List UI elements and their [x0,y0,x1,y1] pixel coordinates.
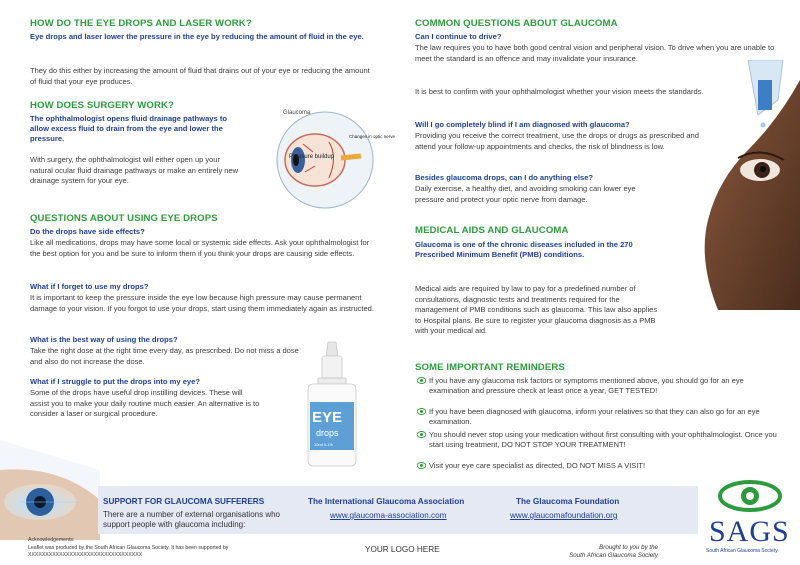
answer-drive-standards: It is best to confirm with your ophthalmologist whether your vision meets the standards. [415,87,704,96]
person-applying-drops-photo [688,60,800,310]
glaucoma-eye-diagram [243,102,403,212]
question-best-way: What is the best way of using the drops? [30,335,178,344]
bottle-volume: 10ml 0.1% [314,442,333,447]
sags-logo-text: SAGS [709,515,790,548]
diagram-title: Glaucoma [283,110,311,116]
eye-bullet-icon [417,377,426,384]
medical-aids-summary: Glaucoma is one of the chronic diseases included in the 270 Prescribed Minimum Benefit (PMB) conditions. [415,240,633,259]
question-side-effects: Do the drops have side effects? [30,227,145,236]
acknowledgements-heading: Acknowledgements: [28,537,75,543]
reminder-text: Visit your eye care specialist as directed, DO NOT MISS A VISIT! [429,461,646,470]
question-besides-drops: Besides glaucoma drops, can I do anything else? [415,173,594,182]
iga-link[interactable]: www.glaucoma-association.com [330,511,447,520]
bottle-sub: drops [316,428,339,438]
eye-drops-bottle [292,340,372,475]
answer-blind: Providing you receive the correct treatment, use the drops or drugs as prescribed and attend your follow-up appointments and checks, the risk of blindness is low. [415,131,699,151]
heading-surgery: HOW DOES SURGERY WORK? [30,100,174,111]
medical-aids-detail: Medical aids are required by law to pay for a predefined number of consultations, diagnostic tests and treatments required for the management of PMB conditions such as glaucoma. This law also applies to Hospital plans. Be sure to register your glaucoma diagnosis as a PMB with your medical aid. [415,284,658,335]
logo-placeholder: YOUR LOGO HERE [365,545,440,554]
eye-bullet-icon [417,431,426,438]
answer-besides-drops: Daily exercise, a healthy diet, and avoiding smoking can lower eye pressure and protect your optic nerve from damage. [415,184,636,204]
question-struggle: What if I struggle to put the drops into my eye? [30,377,201,386]
heading-eye-drops-questions: QUESTIONS ABOUT USING EYE DROPS [30,213,218,224]
support-heading: SUPPORT FOR GLAUCOMA SUFFERERS [103,497,265,506]
reminder-text: If you have any glaucoma risk factors or symptoms mentioned above, you should go for an eye examination and pressure check at least once a year, GET TESTED! [429,376,744,395]
question-drive: Can I continue to drive? [415,32,502,41]
answer-drive: The law requires you to have both good central vision and peripheral vision. To drive when you are unable to meet the standard is an offence and may invalidate your insurance. [415,43,775,63]
surgery-detail: With surgery, the ophthalmologist will either open up your natural ocular fluid drainage pathways or make an entirely new drainage system for your eye. [30,155,239,185]
eye-drops-laser-summary: Eye drops and laser lower the pressure in the eye by reducing the amount of fluid in the eye. [30,32,364,41]
heading-medical-aids: MEDICAL AIDS AND GLAUCOMA [415,225,569,236]
eye-bullet-icon [417,408,426,415]
answer-best-way: Take the right dose at the right time every day, as prescribed. Do not miss a dose and also do not increase the dose. [30,346,299,366]
eye-drops-laser-detail: They do this either by increasing the amount of fluid that drains out of your eye or reducing the amount of fluid that your eye produces. [30,66,370,86]
eye-bullet-icon [417,462,426,469]
answer-forget-drops: It is important to keep the pressure inside the eye low because high pressure may cause permanent damage to your vision. If you forgot to use your drops, start using them immediately again as instructed. [30,293,374,313]
gf-heading: The Glaucoma Foundation [516,497,620,506]
surgery-summary: The ophthalmologist opens fluid drainage pathways to allow excess fluid to drain from the eye and lower the pressure. [30,114,228,143]
heading-reminders: SOME IMPORTANT REMINDERS [415,362,565,373]
iga-heading: The International Glaucoma Association [308,497,465,506]
reminder-text: If you have been diagnosed with glaucoma, inform your relatives so that they can also go for an eye examination. [429,407,760,426]
eye-laser-photo [0,440,100,540]
diagram-pressure-label: Pressure buildup [289,154,335,160]
question-blind: Will I go completely blind if I am diagnosed with glaucoma? [415,120,630,129]
reminder-text: You should never stop using your medication without first consulting with your ophthalmologist. Once you start using treatment, DO NOT STOP YOUR TREATMENT! [429,430,777,449]
sags-logo-subtitle: South African Glaucoma Society [706,548,778,554]
heading-eye-drops-laser: HOW DO THE EYE DROPS AND LASER WORK? [30,18,252,29]
acknowledgements-text: Leaflet was produced by the South African Glaucoma Society. It has been supported by XXXXXXXXXXXXXXXXXXXXXXXXXXXXXXXXX [28,545,229,558]
diagram-nerve-label: Changes in optic nerve [349,134,396,139]
brought-line-2: South African Glaucoma Society [569,552,658,559]
brought-to-you [548,544,658,560]
answer-struggle: Some of the drops have useful drop instilling devices. These will assist you to make your daily routine much easier. An alternative is to consider a laser or surgical procedure. [30,388,260,418]
answer-side-effects: Like all medications, drops may have some local or systemic side effects. Ask your ophthalmologist for the best option for you and be sure to inform them if you think your drops are causing side effects. [30,238,370,258]
support-text: There are a number of external organisations who support people with glaucoma including: [103,510,280,529]
brought-line-1: Brought to you by the [599,544,658,551]
question-forget-drops: What if I forget to use my drops? [30,282,149,291]
heading-common-questions: COMMON QUESTIONS ABOUT GLAUCOMA [415,18,618,29]
bottle-brand: EYE [312,409,343,426]
gf-link[interactable]: www.glaucomafoundation.org [510,511,618,520]
